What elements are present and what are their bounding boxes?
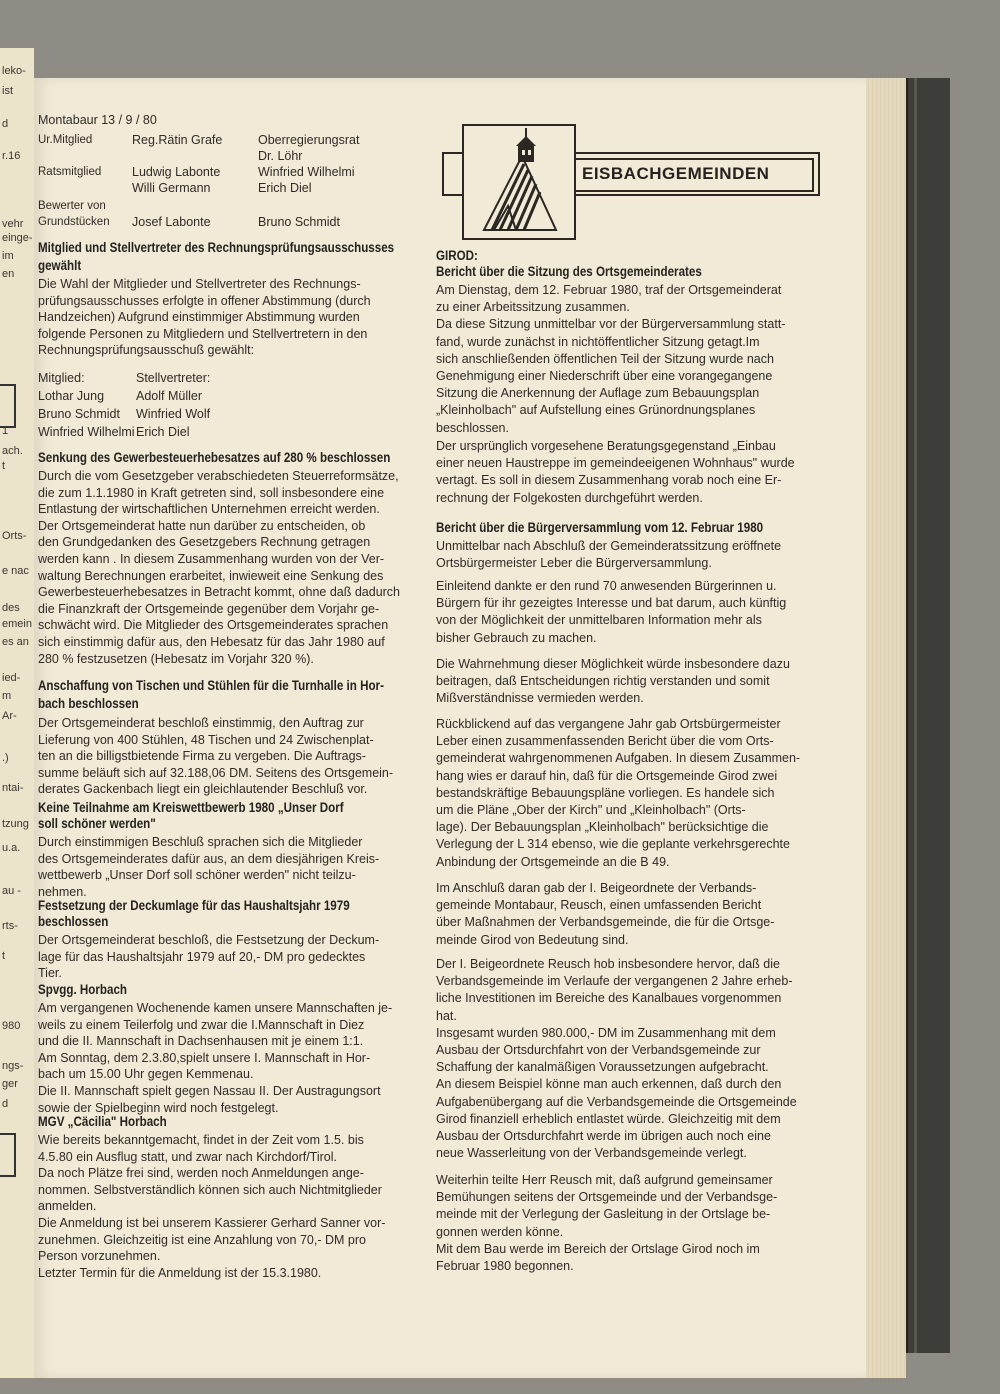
eisbach-logo bbox=[462, 124, 576, 240]
paragraph-line: sich anschließenden öffentlichen Teil der Sitzung wurde nach bbox=[436, 351, 774, 366]
paragraph-line: Verbandsgemeinde im Verlaufe der vergangenen 2 Jahre erheb- bbox=[436, 974, 793, 989]
paragraph-line: und die II. Mannschaft in Dachsenhausen mit je einem 1:1. bbox=[38, 1034, 364, 1049]
paragraph-line: Rechnungsprüfungsausschuß gewählt: bbox=[38, 343, 255, 358]
paragraph-line: anmelden. bbox=[38, 1199, 97, 1214]
section-heading: Festsetzung der Deckumlage für das Haushaltsjahr 1979 bbox=[38, 898, 350, 913]
member-name: Ludwig Labonte bbox=[132, 165, 221, 179]
prev-page-fragment: einge- bbox=[2, 232, 33, 244]
paragraph-line: Rückblickend auf das vergangene Jahr gab Ortsbürgermeister bbox=[436, 717, 781, 731]
page-stack-edge bbox=[866, 78, 906, 1378]
paragraph-line: Entlastung der wirtschaftlichen Unternehmen erreicht werden. bbox=[38, 502, 380, 517]
paragraph-line: bach um 15.00 Uhr gegen Kemmenau. bbox=[38, 1067, 254, 1082]
prev-page-fragment: r.16 bbox=[2, 150, 21, 162]
paragraph-line: Februar 1980 begonnen. bbox=[436, 1259, 574, 1273]
prev-page-fragment: en bbox=[2, 268, 15, 280]
previous-page-edge bbox=[0, 48, 34, 1378]
paragraph-line: Wie bereits bekanntgemacht, findet in der Zeit vom 1.5. bis bbox=[38, 1133, 364, 1147]
prev-page-fragment: d bbox=[2, 1098, 9, 1110]
paragraph-line: meinde Girod von Bedeutung sind. bbox=[436, 932, 629, 947]
prev-page-fragment: ist bbox=[2, 85, 13, 97]
paragraph-line: Bemühungen seitens der Ortsgemeinde und der Verbandsge- bbox=[436, 1190, 778, 1205]
paragraph-line: Am vergangenen Wochenende kamen unsere Mannschaften je- bbox=[38, 1001, 393, 1015]
paragraph-line: Der Ortsgemeinderat beschloß, die Festsetzung der Deckum- bbox=[38, 933, 380, 947]
paragraph-line: nommen. Selbstverständlich können sich auch Nichtmitglieder bbox=[38, 1182, 382, 1197]
prev-page-box bbox=[0, 1133, 16, 1177]
prev-page-fragment: emein bbox=[2, 618, 32, 630]
prev-page-fragment: ntai- bbox=[2, 782, 24, 794]
paragraph-line: Anbindung der Ortsgemeinde an die B 49. bbox=[436, 854, 670, 869]
paragraph-line: beitragen, daß Entscheidungen richtig verstanden und somit bbox=[436, 674, 770, 689]
paragraph-line: Ausbau der Ortsdurchfahrt von der Verbandsgemeinde zur bbox=[436, 1043, 761, 1057]
paragraph-line: lage). Der Bebauungsplan „Kleinholbach" berücksichtige die bbox=[436, 820, 769, 835]
paragraph-line: Die II. Mannschaft spielt gegen Nassau II. Der Austragungsort bbox=[38, 1084, 381, 1098]
member-role: Grundstücken bbox=[38, 216, 110, 228]
paragraph-line: Lieferung von 400 Stühlen, 48 Tischen und 24 Zwischenplat- bbox=[38, 732, 374, 747]
paragraph-line: gemeinde Montabaur, Reusch, einen umfassenden Bericht bbox=[436, 898, 762, 913]
paragraph-line: sich einstimmig dafür aus, den Hebesatz für das Jahr 1980 auf bbox=[38, 635, 385, 649]
table-cell: Stellvertreter: bbox=[136, 371, 211, 385]
section-heading: bach beschlossen bbox=[38, 696, 139, 711]
paragraph-line: Tier. bbox=[38, 966, 62, 981]
prev-page-fragment: .) bbox=[2, 752, 9, 764]
prev-page-fragment: e nac bbox=[2, 565, 29, 577]
paragraph-line: Einleitend dankte er den rund 70 anwesenden Bürgerinnen u. bbox=[436, 579, 777, 593]
paragraph-line: schwächt wird. Die Mitglieder des Ortsgemeinderates sprachen bbox=[38, 618, 389, 633]
prev-page-fragment: des bbox=[2, 602, 20, 614]
section-heading: MGV „Cäcilia" Horbach bbox=[38, 1114, 167, 1129]
paragraph-line: liche Investitionen im Bereiche des Kanalbaues vorgenommen bbox=[436, 991, 782, 1006]
section-heading: Bericht über die Sitzung des Ortsgemeinderates bbox=[436, 264, 702, 279]
paragraph-line: An diesem Beispiel könne man auch erkennen, daß durch den bbox=[436, 1077, 782, 1092]
prev-page-fragment: 1 bbox=[2, 425, 9, 437]
paragraph-line: Girod finanziell erheblich entlastet würde. Gleichzeitig mit dem bbox=[436, 1111, 781, 1126]
member-name: Dr. Löhr bbox=[258, 149, 303, 163]
paragraph-line: Gewerbesteuerhebesatzes in Betracht kommt, ohne daß dadurch bbox=[38, 585, 401, 600]
paragraph-line: Am Sonntag, dem 2.3.80,spielt unsere I. Mannschaft in Hor- bbox=[38, 1050, 371, 1065]
paragraph-line: 4.5.80 ein Ausflug statt, und zwar nach Kirchdorf/Tirol. bbox=[38, 1149, 337, 1164]
prev-page-fragment: t bbox=[2, 460, 6, 472]
prev-page-fragment: es an bbox=[2, 636, 29, 648]
paragraph-line: Da noch Plätze frei sind, werden noch Anmeldungen ange- bbox=[38, 1166, 364, 1181]
paragraph-line: 280 % festzusetzen (Hebesatz im Vorjahr 320 %). bbox=[38, 651, 314, 666]
member-name: Bruno Schmidt bbox=[258, 215, 340, 229]
paragraph-line: Insgesamt wurden 980.000,- DM im Zusammenhang mit dem bbox=[436, 1025, 776, 1040]
paragraph-line: neue Wasserleitung von der Verbandsgemeinde verlegt. bbox=[436, 1146, 747, 1161]
paragraph-line: Sitzung die Anerkennung der Auflage zum Bebauungsplan bbox=[436, 386, 760, 401]
paragraph-line: summe beläuft sich auf 32.188,06 DM. Seitens des Ortsgemein- bbox=[38, 765, 394, 780]
paragraph-line: Der Ortsgemeinderat hatte nun darüber zu entscheiden, ob bbox=[38, 518, 366, 533]
paragraph-line: Letzter Termin für die Anmeldung ist der 15.3.1980. bbox=[38, 1265, 322, 1280]
paragraph-line: Durch einstimmigen Beschluß sprachen sich die Mitglieder bbox=[38, 835, 363, 849]
paragraph-line: Ortsbürgermeister Leber die Bürgerversammlung. bbox=[436, 556, 712, 571]
section-heading: Bericht über die Bürgerversammlung vom 12. Februar 1980 bbox=[436, 520, 764, 535]
prev-page-fragment: ach. bbox=[2, 445, 23, 457]
prev-page-fragment: t bbox=[2, 950, 6, 962]
paragraph-line: zunehmen. Gleichzeitig ist eine Anzahlung von 70,- DM pro bbox=[38, 1232, 366, 1247]
section-heading: Keine Teilnahme am Kreiswettbewerb 1980 „Unser Dorf bbox=[38, 800, 344, 815]
place-heading: GIROD: bbox=[436, 248, 478, 263]
section-heading: gewählt bbox=[38, 258, 82, 273]
paragraph-line: folgende Personen zu Mitgliedern und Stellvertretern in den bbox=[38, 326, 368, 341]
paragraph-line: wettbewerb „Unser Dorf soll schöner werden" nicht teilzu- bbox=[38, 868, 356, 883]
paragraph-line: fand, wurde zunächst in nichtöffentlicher Sitzung getagt.Im bbox=[436, 334, 760, 349]
paragraph-line: rechnung der Folgekosten durchgeführt werden. bbox=[436, 490, 703, 505]
section-heading: Senkung des Gewerbesteuerhebesatzes auf 280 % beschlossen bbox=[38, 450, 391, 465]
paragraph-line: Schaffung der kanalmäßigen Voraussetzungen aufgebracht. bbox=[436, 1060, 769, 1075]
paragraph-line: um die Pläne „Ober der Kirch" und „Kleinholbach" (Orts- bbox=[436, 803, 746, 817]
paragraph-line: über Maßnahmen der Verbandsgemeinde, die für die Ortsge- bbox=[436, 915, 775, 930]
paragraph-line: meinde mit der Verlegung der Gasleitung in der Ortslage be- bbox=[436, 1207, 771, 1222]
prev-page-fragment: ngs- bbox=[2, 1060, 24, 1072]
book-binding bbox=[906, 78, 950, 1353]
paragraph-line: lage für das Haushaltsjahr 1979 auf 20,- DM pro gedecktes bbox=[38, 949, 366, 964]
church-mountain-icon bbox=[464, 126, 574, 238]
paragraph-line: Aufgabenübergang auf die Verbandsgemeinde die Ortsgemeinde bbox=[436, 1094, 797, 1109]
newspaper-page bbox=[34, 78, 866, 1378]
paragraph-line: die zum 1.1.1980 in Kraft getreten sind, soll insbesondere eine bbox=[38, 485, 385, 500]
paragraph-line: Der ursprünglich vorgesehene Beratungsgegenstand „Einbau bbox=[436, 439, 776, 453]
member-name: Oberregierungsrat bbox=[258, 133, 360, 147]
paragraph-line: die Finanzkraft der Ortsgemeinde gegenüber dem Vorjahr ge- bbox=[38, 601, 380, 616]
paragraph-line: nehmen. bbox=[38, 884, 87, 899]
member-name: Josef Labonte bbox=[132, 215, 211, 229]
paragraph-line: sowie der Spielbeginn wird noch festgelegt. bbox=[38, 1100, 279, 1115]
date-line: Montabaur 13 / 9 / 80 bbox=[38, 113, 157, 127]
paragraph-line: Die Anmeldung ist bei unserem Kassierer Gerhard Sanner vor- bbox=[38, 1216, 386, 1230]
paragraph-line: Der I. Beigeordnete Reusch hob insbesondere hervor, daß die bbox=[436, 957, 780, 971]
paragraph-line: bisher Gebrauch zu machen. bbox=[436, 630, 597, 645]
paragraph-line: Durch die vom Gesetzgeber verabschiedeten Steuerreformsätze, bbox=[38, 469, 399, 483]
paragraph-line: derates Gackenbach liegt ein gleichlautender Beschluß vor. bbox=[38, 782, 368, 797]
member-name: Reg.Rätin Grafe bbox=[132, 133, 223, 147]
paragraph-line: Leber einen zusammenfassenden Bericht über die vom Orts- bbox=[436, 734, 774, 749]
paragraph-line: Der Ortsgemeinderat beschloß einstimmig, den Auftrag zur bbox=[38, 716, 364, 730]
member-name: Willi Germann bbox=[132, 181, 211, 195]
prev-page-fragment: 980 bbox=[2, 1020, 21, 1032]
paragraph-line: Person vorzunehmen. bbox=[38, 1249, 161, 1264]
paragraph-line: waltung Berechnungen erarbeitet, inwieweit eine Senkung des bbox=[38, 568, 384, 583]
prev-page-fragment: Orts- bbox=[2, 530, 27, 542]
paragraph-line: Da diese Sitzung unmittelbar vor der Bürgerversammlung statt- bbox=[436, 317, 786, 332]
member-name: Erich Diel bbox=[258, 181, 312, 195]
prev-page-fragment: Ar- bbox=[2, 710, 17, 722]
paragraph-line: Unmittelbar nach Abschluß der Gemeinderatssitzung eröffnete bbox=[436, 539, 782, 553]
prev-page-fragment: u.a. bbox=[2, 842, 21, 854]
paragraph-line: werden kann . In diesem Zusammenhang wurden von der Ver- bbox=[38, 552, 385, 566]
paragraph-line: einer neuen Haustreppe im gemeindeeigenen Wohnhaus" wurde bbox=[436, 456, 795, 471]
paragraph-line: hat. bbox=[436, 1008, 457, 1023]
prev-page-box bbox=[0, 384, 16, 428]
paragraph-line: zu einer Arbeitssitzung zusammen. bbox=[436, 300, 630, 315]
paragraph-line: „Kleinholbach" auf Aufstellung eines Grünordnungsplanes bbox=[436, 403, 756, 418]
member-role: Ratsmitglied bbox=[38, 166, 102, 178]
prev-page-fragment: vehr bbox=[2, 218, 24, 230]
paragraph-line: hang wies er darauf hin, daß für die Ortsgemeinde Girod zwei bbox=[436, 768, 778, 783]
prev-page-fragment: au - bbox=[2, 885, 21, 897]
paragraph-line: Am Dienstag, dem 12. Februar 1980, traf der Ortsgemeinderat bbox=[436, 283, 782, 297]
section-title: EISBACHGEMEINDEN bbox=[582, 164, 770, 183]
table-cell: Winfried Wolf bbox=[136, 407, 211, 421]
paragraph-line: Ausbau der Ortsdurchfahrt werde im übrigen auch noch eine bbox=[436, 1129, 771, 1143]
paragraph-line: Mißverständnisse vermieden werden. bbox=[436, 691, 644, 706]
paragraph-line: Die Wahl der Mitglieder und Stellvertreter des Rechnungs- bbox=[38, 277, 361, 291]
paragraph-line: den Grundgedanken des Gesetzgebers Rechnung getragen bbox=[38, 535, 371, 550]
section-heading: beschlossen bbox=[38, 914, 109, 929]
table-cell: Bruno Schmidt bbox=[38, 407, 120, 421]
table-cell: Mitglied: bbox=[38, 371, 85, 385]
member-name: Winfried Wilhelmi bbox=[258, 165, 355, 179]
prev-page-fragment: rts- bbox=[2, 920, 18, 932]
paragraph-line: Bürgern für ihr gezeigtes Interesse und bat darum, auch künftig bbox=[436, 596, 787, 611]
paragraph-line: Weiterhin teilte Herr Reusch mit, daß aufgrund gemeinsamer bbox=[436, 1173, 773, 1187]
prev-page-fragment: leko- bbox=[2, 65, 26, 77]
paragraph-line: Genehmigung einer Niederschrift über eine vorangegangene bbox=[436, 369, 773, 383]
paragraph-line: Verlegung der L 314 ebenso, wie die geplante verkehrsgerechte bbox=[436, 837, 790, 852]
paragraph-line: ten an die billigstbietende Firma zu vergeben. Die Auftrags- bbox=[38, 749, 366, 764]
table-cell: Winfried Wilhelmi bbox=[38, 425, 135, 439]
section-heading: Mitglied und Stellvertreter des Rechnungsprüfungsausschusses bbox=[38, 240, 395, 255]
table-cell: Lothar Jung bbox=[38, 389, 105, 403]
section-heading: soll schöner werden" bbox=[38, 816, 156, 831]
prev-page-fragment: m bbox=[2, 690, 12, 702]
paragraph-line: weils zu einem Teilerfolg und zwar die I.Mannschaft in Diez bbox=[38, 1017, 365, 1032]
section-heading: Anschaffung von Tischen und Stühlen für die Turnhalle in Hor- bbox=[38, 678, 384, 693]
paragraph-line: vertagt. Es soll in diesem Zusammenhang vorab noch eine Er- bbox=[436, 473, 782, 488]
paragraph-line: Mit dem Bau werde im Bereich der Ortslage Girod noch im bbox=[436, 1241, 760, 1256]
paragraph-line: prüfungsausschusses erfolgte in offener Abstimmung (durch bbox=[38, 293, 371, 308]
paragraph-line: bestandskräftige Bebauungspläne vorliegen. Es handele sich bbox=[436, 785, 775, 800]
paragraph-line: gemeinderat wahrgenommenen Aufgaben. In diesem Zusammen- bbox=[436, 751, 801, 766]
paragraph-line: Die Wahrnehmung dieser Möglichkeit würde insbesondere dazu bbox=[436, 657, 790, 671]
table-cell: Adolf Müller bbox=[136, 389, 202, 403]
paragraph-line: Handzeichen) Aufgrund einstimmiger Abstimmung wurden bbox=[38, 310, 360, 325]
paragraph-line: des Ortsgemeinderates dafür aus, an dem diesjährigen Kreis- bbox=[38, 851, 380, 866]
prev-page-fragment: im bbox=[2, 250, 14, 262]
member-role: Bewerter von bbox=[38, 200, 106, 212]
paragraph-line: Im Anschluß daran gab der I. Beigeordnete der Verbands- bbox=[436, 881, 757, 895]
prev-page-fragment: tzung bbox=[2, 818, 29, 830]
table-cell: Erich Diel bbox=[136, 425, 190, 439]
member-role: Ur.Mitglied bbox=[38, 134, 93, 146]
prev-page-fragment: d bbox=[2, 118, 9, 130]
paragraph-line: von der Möglichkeit der unmittelbaren Information mehr als bbox=[436, 613, 762, 628]
section-heading: Spvgg. Horbach bbox=[38, 982, 128, 997]
paragraph-line: gonnen werden könne. bbox=[436, 1224, 564, 1239]
prev-page-fragment: ied- bbox=[2, 672, 21, 684]
prev-page-fragment: ger bbox=[2, 1078, 18, 1090]
paragraph-line: beschlossen. bbox=[436, 420, 509, 435]
